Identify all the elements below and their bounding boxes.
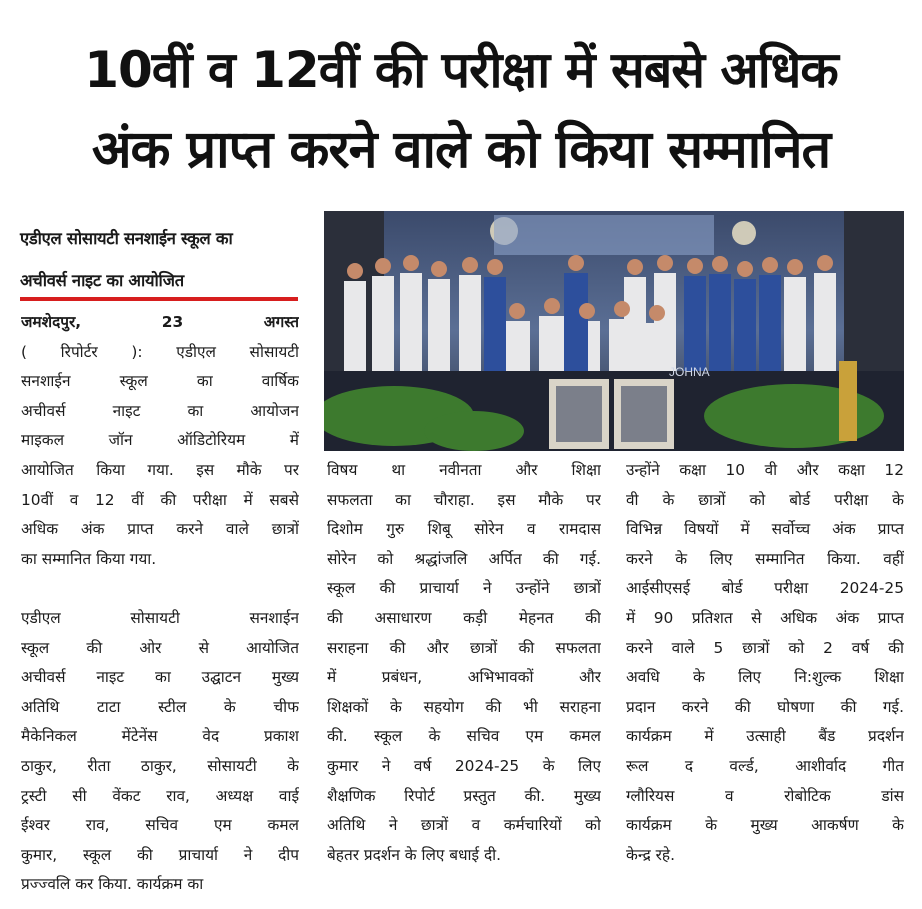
event-photo: [324, 211, 904, 451]
article-column-3: [626, 456, 904, 870]
headline-line-1: 10वीं व 12वीं की परीक्षा में सबसे अधिक: [84, 41, 838, 99]
article-line: का सम्मानित किया गया.: [21, 549, 157, 568]
article-line: 10वीं व 12 वीं की परीक्षा में सबसे: [21, 490, 299, 509]
article-line: माइकल जॉन ऑडिटोरियम में: [21, 431, 299, 450]
article-line: की असाधारण कड़ी मेहनत की: [327, 608, 601, 627]
article-line: ठाकुर, रीता ठाकुर, सोसायटी के: [21, 756, 299, 775]
event-photo-illustration: [324, 211, 904, 451]
article-line: कार्यक्रम में उत्साही बैंड प्रदर्शन: [626, 727, 904, 746]
article-line: ग्लौरियस व रोबोटिक डांस: [626, 786, 904, 805]
article-line: उन्होंने कक्षा 10 वी और कक्षा 12: [626, 461, 904, 479]
article-line: सनशाईन स्कूल का वार्षिक: [21, 372, 299, 391]
article-line: प्रदान करने की घोषणा की गई.: [626, 697, 904, 716]
article-line: स्कूल की ओर से आयोजित: [21, 638, 299, 657]
article-line: शैक्षणिक रिपोर्ट प्रस्तुत की. मुख्य: [327, 786, 601, 805]
article-line: अतिथि टाटा स्टील के चीफ: [21, 697, 299, 716]
article-line: ट्रस्टी सी वेंकट राव, अध्यक्ष वाई: [21, 786, 299, 805]
subheading-line-1: एडीएल सोसायटी सनशाईन स्कूल का: [20, 229, 233, 248]
article-line: सराहना की और छात्रों की सफलता: [327, 638, 601, 657]
headline-line-2: अंक प्राप्त करने वाले को किया सम्मानित: [91, 120, 831, 180]
article-line: शिक्षकों के सहयोग की भी सराहना: [327, 697, 601, 716]
article-line: स्कूल की प्राचार्या ने उन्होंने छात्रों: [327, 579, 601, 598]
article-line: अचीवर्स नाइट का उद्घाटन मुख्य: [21, 668, 299, 687]
article-line: अधिक अंक प्राप्त करने वाले छात्रों: [21, 520, 299, 539]
article-line: आयोजित किया गया. इस मौके पर: [21, 460, 299, 479]
dateline: जमशेदपुर, 23 अगस्त: [21, 313, 299, 331]
subheading-underline: [20, 297, 298, 301]
article-line: विषय था नवीनता और शिक्षा: [327, 461, 601, 479]
subheading-line-2: अचीवर्स नाइट का आयोजित: [20, 271, 184, 290]
article-line: अवधि के लिए नि:शुल्क शिक्षा: [626, 668, 904, 687]
article-line: सोरेन को श्रद्धांजलि अर्पित की गई.: [327, 549, 601, 568]
article-line: मैकेनिकल मेंटेनेंस वेद प्रकाश: [21, 727, 299, 746]
article-line: आईसीएसई बोर्ड परीक्षा 2024-25: [626, 579, 904, 598]
article-line: कार्यक्रम के मुख्य आकर्षण के: [626, 816, 904, 835]
article-line: प्रज्ज्वलि कर किया. कार्यक्रम का: [21, 875, 204, 894]
article-line: ईश्वर राव, सचिव एम कमल: [21, 816, 299, 835]
article-line: दिशोम गुरु शिबू सोरेन व रामदास: [327, 520, 601, 539]
article-line: करने वाले 5 छात्रों को 2 वर्ष की: [626, 638, 904, 657]
article-column-2: [327, 456, 601, 870]
article-line: बेहतर प्रदर्शन के लिए बधाई दी.: [327, 845, 502, 864]
article-line: केन्द्र रहे.: [626, 845, 675, 864]
article-line: में 90 प्रतिशत से अधिक अंक प्राप्त: [626, 608, 904, 627]
article-line: वी के छात्रों को बोर्ड परीक्षा के: [626, 490, 904, 509]
article-line: अचीवर्स नाइट का आयोजन: [21, 401, 299, 420]
photo-banner-text: JOHNA: [669, 365, 710, 379]
article-line: में प्रबंधन, अभिभावकों और: [327, 668, 601, 687]
article-line: रूल द वर्ल्ड, आशीर्वाद गीत: [626, 756, 904, 775]
article-line: अतिथि ने छात्रों व कर्मचारियों को: [327, 816, 601, 835]
article-line: [21, 574, 299, 604]
article-column-1: [21, 308, 299, 900]
article-line: कुमार ने वर्ष 2024-25 के लिए: [327, 756, 601, 775]
article-line: एडीएल सोसायटी सनशाईन: [21, 608, 299, 627]
article-line: सफलता का चौराहा. इस मौके पर: [327, 490, 601, 509]
article-line: करने के लिए सम्मानित किया. वहीं: [626, 549, 904, 568]
article-line: ( रिपोर्टर ): एडीएल सोसायटी: [21, 342, 299, 361]
article-line: की. स्कूल के सचिव एम कमल: [327, 727, 601, 746]
article-line: कुमार, स्कूल की प्राचार्या ने दीप: [21, 845, 299, 864]
article-line: विभिन्न विषयों में सर्वोच्च अंक प्राप्त: [626, 520, 904, 539]
